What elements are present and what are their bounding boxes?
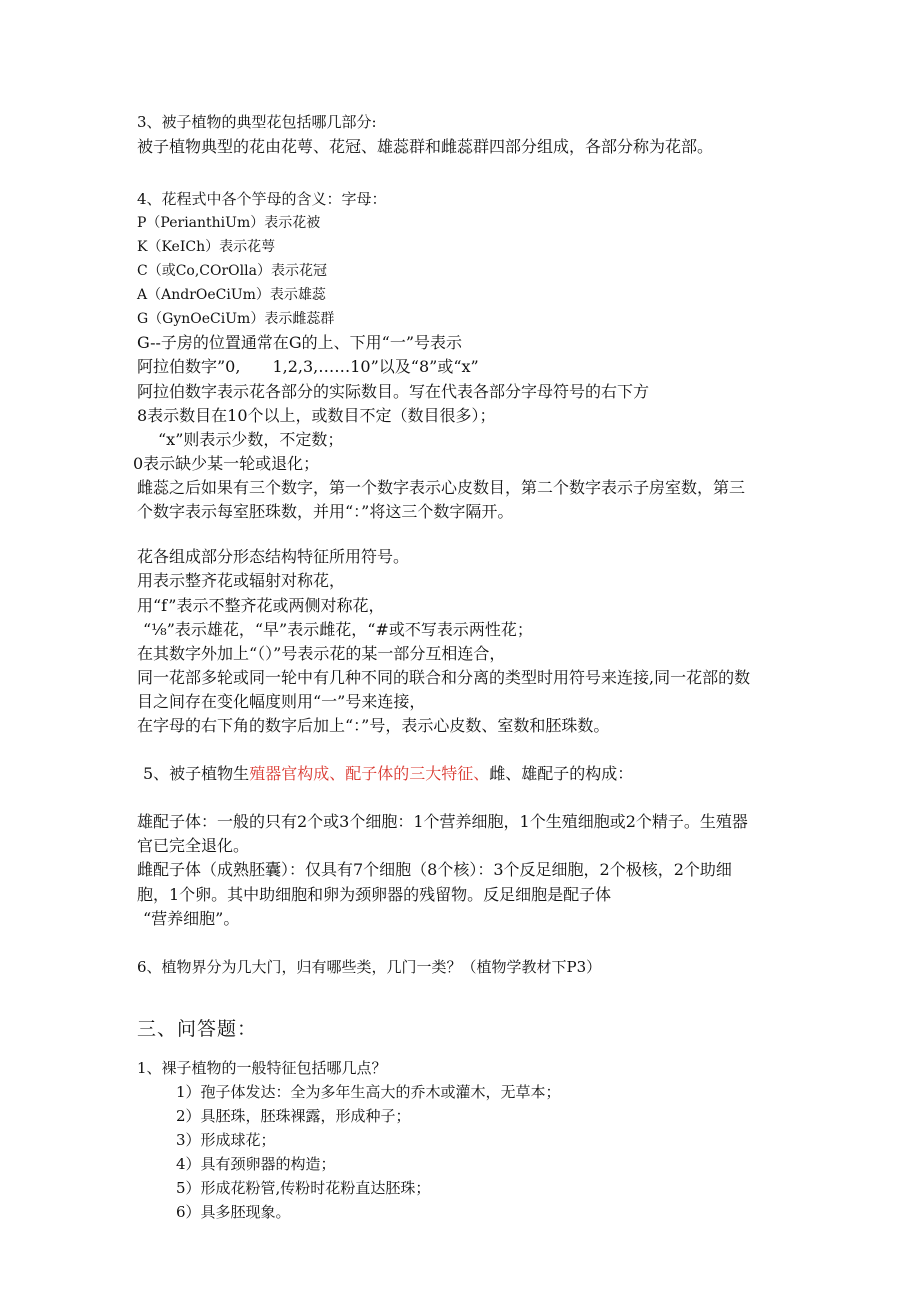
pistil-numbers-2: 个数字表示每室胚珠数，并用“：”将这三个数字隔开。 <box>137 502 514 521</box>
female-gametophyte-2: 胞，1个卵。其中助细胞和卵为颈卵器的残留物。反足细胞是配子体 <box>137 885 612 904</box>
symbol-regular-flower: 用表示整齐花或辐射对称花， <box>137 571 346 590</box>
section4-question: 4、花程式中各个竽母的含义：字母： <box>137 190 387 208</box>
section6-question: 6、植物界分为几大门，归有哪些类，几门一类？（植物学教材下P3） <box>137 958 602 976</box>
pistil-numbers-1: 雌蕊之后如果有三个数字，第一个数字表示心皮数目，第二个数字表示子房室数，第三 <box>137 478 746 497</box>
g-position-note: G--子房的位置通常在G的上、下用“一”号表示 <box>137 333 463 352</box>
female-gametophyte-1: 雌配子体（成熟胚囊）：仅具有7个细胞（8个核）：3个反足细胞，2个极核，2个助细 <box>137 860 732 879</box>
symbol-sex: “⅛”表示雄花，“早”表示雌花，“#或不写表示两性花； <box>143 620 533 639</box>
male-gametophyte-1: 雄配子体：一般的只有2个或3个细胞：1个营养细胞，1个生殖细胞或2个精子。生殖器 <box>137 812 748 831</box>
arabic-numerals-line: 阿拉伯数字”0, 1,2,3,……10”以及“8”或“x” <box>137 357 479 376</box>
gymnosperm-trait-4: 4）具有颈卵器的构造； <box>176 1155 336 1173</box>
symbol-connate: 在其数字外加上“（）”号表示花的某一部分互相连合， <box>137 644 506 663</box>
letter-k: K（KeICh）表示花萼 <box>137 239 276 255</box>
symbol-linking-1: 同一花部多轮或同一轮中有几种不同的联合和分离的类型时用符号来连接,同一花部的数 <box>137 668 751 687</box>
letter-c: C（或Co,COrOlla）表示花冠 <box>137 263 327 279</box>
section5-question-suffix: 雌、雄配子的构成： <box>489 764 634 783</box>
letter-a: A（AndrOeCiUm）表示雄蕊 <box>137 287 326 303</box>
gymnosperm-trait-1: 1）孢子体发达：全为多年生高大的乔木或灌木，无草本； <box>176 1083 561 1101</box>
gymnosperm-trait-5: 5）形成花粉管,传粉时花粉直达胚珠； <box>176 1179 431 1197</box>
symbol-linking-2: 目之间存在变化幅度则用“一”号来连接， <box>137 692 426 711</box>
symbol-irregular-flower: 用“f”表示不整齐花或两侧对称花， <box>137 596 385 615</box>
section5-question <box>143 763 633 785</box>
part3-question1: 1、裸子植物的一般特征包括哪几点？ <box>137 1059 387 1077</box>
letter-p: P（PerianthiUm）表示花被 <box>137 215 321 231</box>
male-gametophyte-2: 官已完全退化。 <box>137 836 250 855</box>
eight-meaning: 8表示数目在10个以上，或数目不定（数目很多）； <box>137 406 496 425</box>
gymnosperm-trait-2: 2）具胚珠，胚珠裸露，形成种子； <box>176 1107 411 1125</box>
part3-heading: 三、问答题： <box>137 1018 258 1040</box>
gymnosperm-trait-6: 6）具多胚现象。 <box>176 1203 291 1221</box>
arabic-numerals-meaning: 阿拉伯数字表示花各部分的实际数目。写在代表各部分字母符号的右下方 <box>137 382 650 401</box>
letter-g: G（GynOeCiUm）表示雌蕊群 <box>137 311 335 327</box>
zero-meaning: 0表示缺少某一轮或退化； <box>133 454 320 473</box>
section3-answer: 被子植物典型的花由花萼、花冠、雄蕊群和雌蕊群四部分组成，各部分称为花部。 <box>137 137 714 156</box>
section3-question: 3、被子植物的典型花包括哪几部分: <box>137 113 377 131</box>
section5-question-prefix: 5、被子植物生 <box>143 764 250 783</box>
x-meaning: “x”则表示少数，不定数； <box>158 430 344 449</box>
section5-question-highlight: 殖器官构成、配子体的三大特征、 <box>249 764 490 783</box>
symbols-intro: 花各组成部分形态结构特征所用符号。 <box>137 547 410 566</box>
female-gametophyte-3: “营养细胞”。 <box>143 909 240 928</box>
symbol-colon: 在字母的右下角的数字后加上“：”号，表示心皮数、室数和胚珠数。 <box>137 716 610 735</box>
gymnosperm-trait-3: 3）形成球花； <box>176 1131 276 1149</box>
